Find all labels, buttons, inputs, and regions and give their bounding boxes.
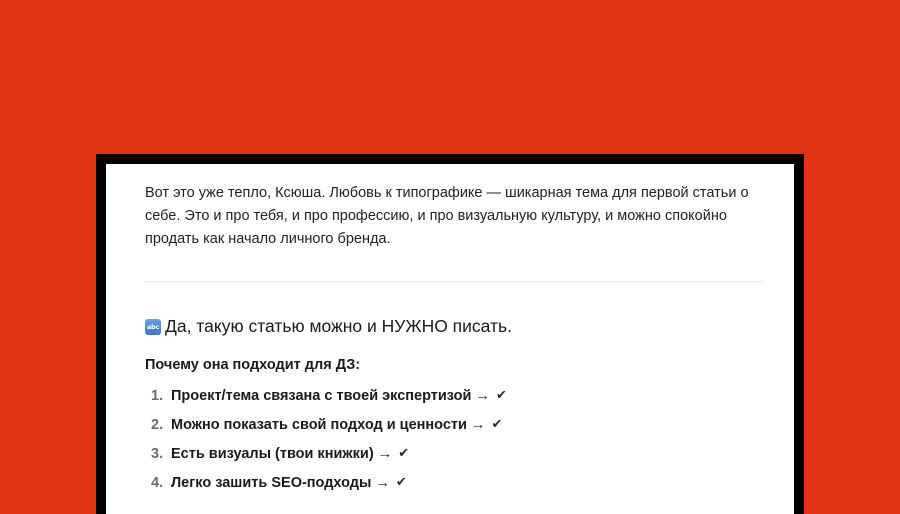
divider (145, 281, 764, 282)
list-number: 3. (151, 445, 164, 462)
check-mark-icon: ✔ (395, 475, 407, 490)
list-item-text: Легко зашить SEO-подходы → (171, 474, 390, 491)
list-item-text: Можно показать свой подход и ценности → (171, 416, 486, 433)
list-item-text: Проект/тема связана с твоей экспертизой → (171, 387, 490, 404)
chat-message-card (106, 164, 794, 514)
list-item (151, 410, 764, 439)
list-number: 1. (151, 387, 164, 404)
list-number: 4. (151, 474, 164, 491)
section-heading (145, 316, 764, 337)
list-number: 2. (151, 416, 164, 433)
check-mark-icon: ✔ (398, 446, 410, 461)
list-item-text: Есть визуалы (твои книжки) → (171, 445, 393, 462)
abc-input-icon: abc (145, 319, 161, 335)
list-item (151, 381, 764, 410)
list-item (151, 439, 764, 468)
heading-text: Да, такую статью можно и НУЖНО писать. (165, 316, 513, 336)
list-item (151, 468, 764, 497)
intro-paragraph: Вот это уже тепло, Ксюша. Любовь к типографике — шикарная тема для первой статьи о себе. Это и про тебя, и про профессию, и про визуальную культуру, и можно спокойно продать как начало личного бренда. (145, 185, 749, 247)
reasons-list (145, 381, 764, 497)
check-mark-icon: ✔ (491, 417, 503, 432)
check-mark-icon: ✔ (495, 388, 507, 403)
subheading: Почему она подходит для ДЗ: (145, 357, 361, 373)
